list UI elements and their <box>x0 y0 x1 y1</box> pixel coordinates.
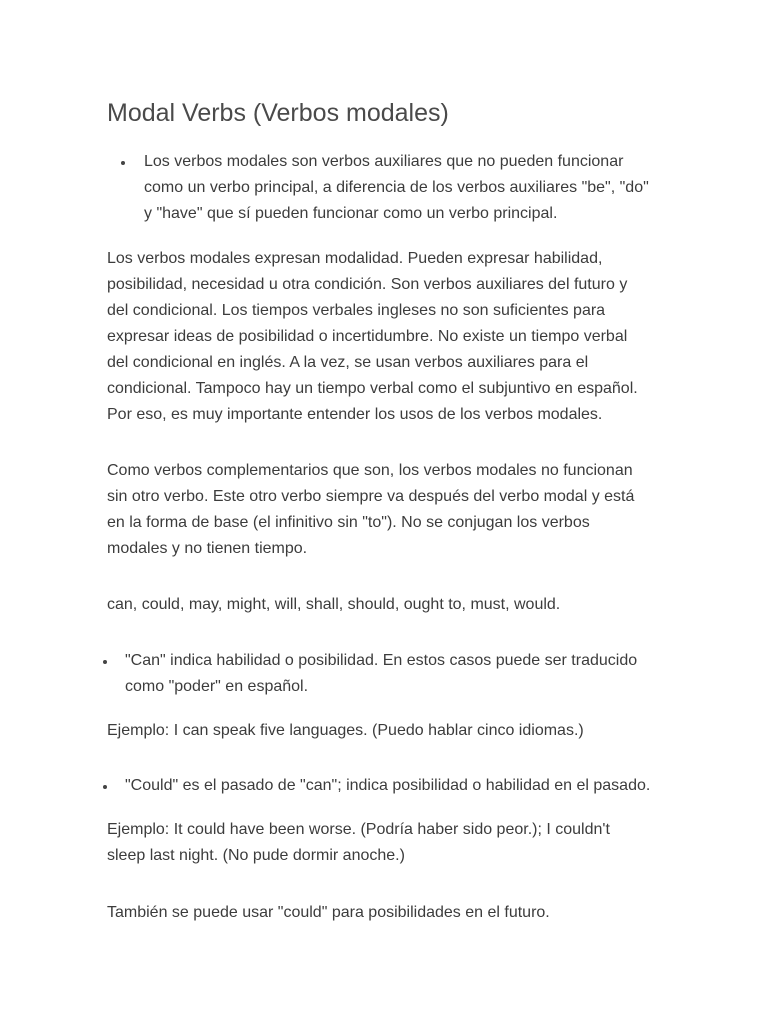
page-title: Modal Verbs (Verbos modales) <box>107 99 449 127</box>
can-bullet-text <box>125 648 637 700</box>
text-line: can, could, may, might, will, shall, should, ought to, must, would. <box>107 596 561 613</box>
text-line: posibilidad, necesidad u otra condición. Son verbos auxiliares del futuro y <box>107 276 628 293</box>
text-line: sin otro verbo. Este otro verbo siempre va después del verbo modal y está <box>107 488 635 505</box>
text-line: del condicional. Los tiempos verbales ingleses no son suficientes para <box>107 302 606 319</box>
paragraph-complementary <box>107 458 634 562</box>
can-example <box>107 718 584 744</box>
could-future-note <box>107 900 550 926</box>
intro-bullet-dot <box>121 161 125 165</box>
can-bullet-dot <box>103 660 107 664</box>
text-line: del condicional en inglés. A la vez, se usan verbos auxiliares para el <box>107 354 589 371</box>
text-line: Ejemplo: I can speak five languages. (Puedo hablar cinco idiomas.) <box>107 722 584 739</box>
text-line: Los verbos modales expresan modalidad. Pueden expresar habilidad, <box>107 250 603 267</box>
text-line: condicional. Tampoco hay un tiempo verbal como el subjuntivo en español. <box>107 380 638 397</box>
text-line: "Can" indica habilidad o posibilidad. En estos casos puede ser traducido <box>125 652 638 669</box>
could-example <box>107 817 610 869</box>
text-line: en la forma de base (el infinitivo sin "to"). No se conjugan los verbos <box>107 514 590 531</box>
could-bullet-text <box>125 773 650 799</box>
text-line: como "poder" en español. <box>125 678 309 695</box>
paragraph-modality <box>107 246 638 428</box>
text-line: como un verbo principal, a diferencia de los verbos auxiliares "be", "do" <box>144 179 649 196</box>
could-bullet-dot <box>103 785 107 789</box>
text-line: Ejemplo: It could have been worse. (Podría haber sido peor.); I couldn't <box>107 821 610 838</box>
text-line: y "have" que sí pueden funcionar como un verbo principal. <box>144 205 558 222</box>
modal-verbs-list <box>107 592 560 618</box>
text-line: expresar ideas de posibilidad o incertidumbre. No existe un tiempo verbal <box>107 328 628 345</box>
text-line: sleep last night. (No pude dormir anoche.) <box>107 847 405 864</box>
text-line: También se puede usar "could" para posibilidades en el futuro. <box>107 904 550 921</box>
intro-bullet-text <box>144 149 649 227</box>
text-line: Como verbos complementarios que son, los verbos modales no funcionan <box>107 462 633 479</box>
text-line: Los verbos modales son verbos auxiliares que no pueden funcionar <box>144 153 624 170</box>
text-line: "Could" es el pasado de "can"; indica posibilidad o habilidad en el pasado. <box>125 777 651 794</box>
text-line: Por eso, es muy importante entender los usos de los verbos modales. <box>107 406 603 423</box>
text-line: modales y no tienen tiempo. <box>107 540 308 557</box>
